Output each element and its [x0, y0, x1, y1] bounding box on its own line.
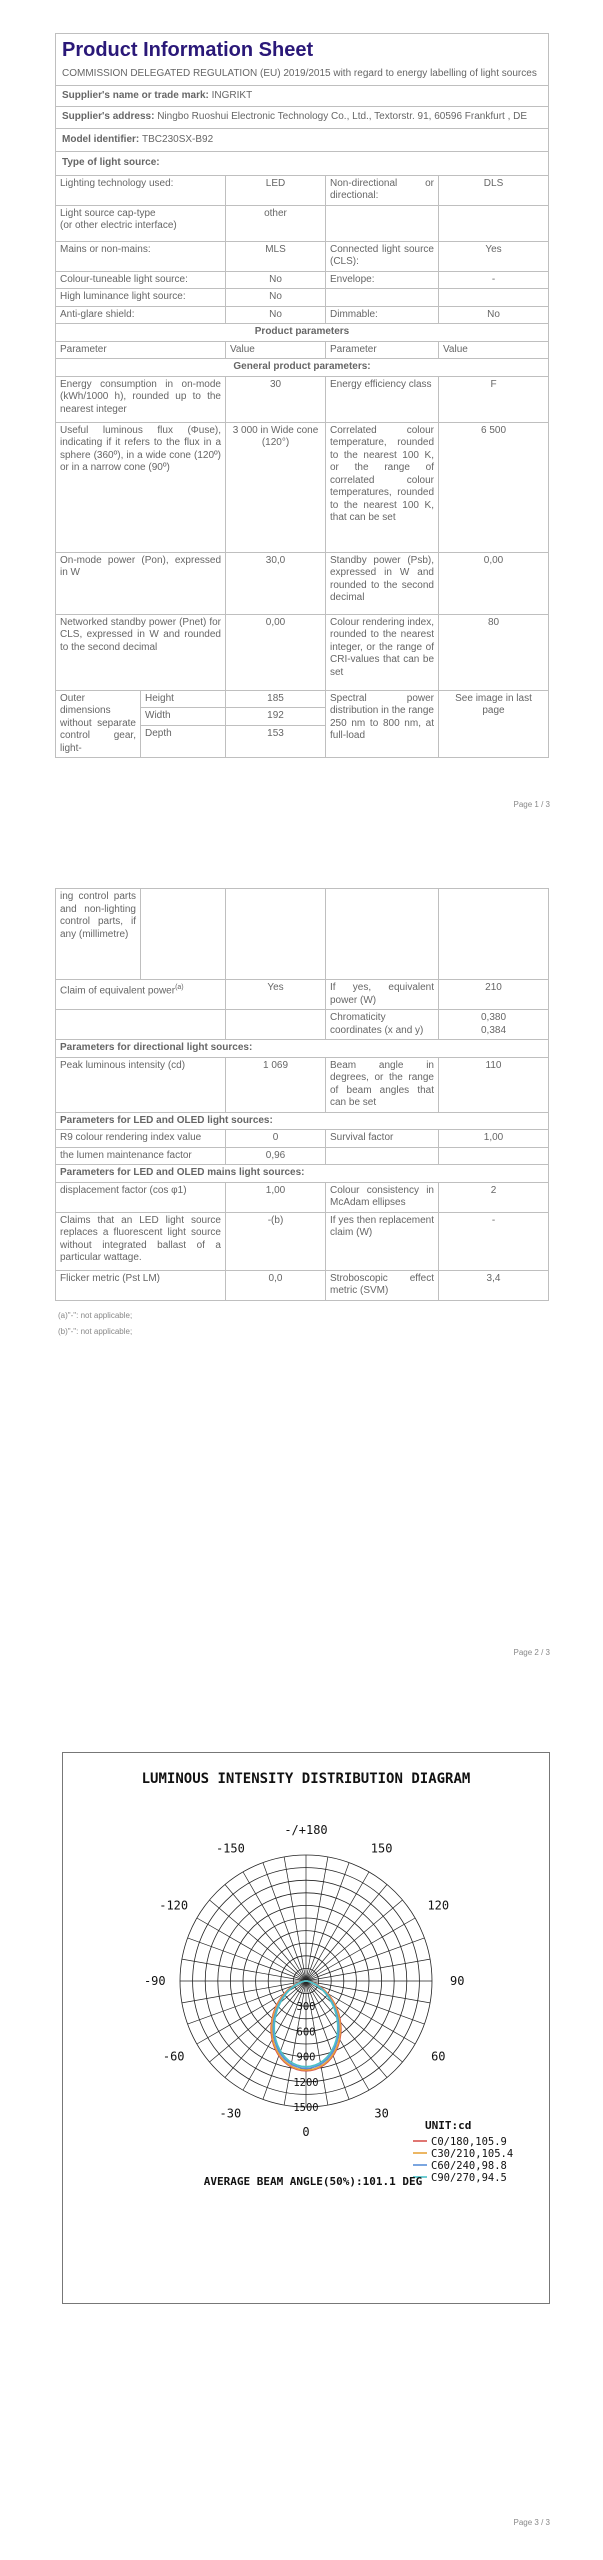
param-label: Useful luminous flux (Φuse), indicating if it refers to the flux in a sphere (360º), in a wide cone (120º) or in a narrow cone (90º)	[56, 422, 226, 552]
supplier-name-label: Supplier's name or trade mark:	[62, 89, 209, 101]
type-label: High luminance light source:	[56, 289, 226, 307]
angle-label: -60	[162, 2049, 185, 2064]
type-label: Colour-tuneable light source:	[56, 271, 226, 289]
angle-label: 30	[374, 2106, 389, 2121]
legend-label: C0/180,105.9	[431, 2136, 507, 2148]
chromaticity-value: 0,380 0,384	[439, 1010, 549, 1040]
page-number: Page 1 / 3	[513, 800, 550, 809]
type-value: DLS	[439, 175, 549, 205]
type-label: Non-directional or directional:	[326, 175, 439, 205]
radial-label: 1500	[293, 2102, 319, 2114]
type-value: Yes	[439, 241, 549, 271]
param-label: Energy consumption in on-mode (kWh/1000 h), rounded up to the nearest integer	[56, 376, 226, 422]
chromaticity-label: Chromaticity coordinates (x and y)	[326, 1010, 439, 1040]
angle-label: -150	[215, 1841, 245, 1856]
angle-label: 150	[370, 1841, 393, 1856]
type-value: No	[226, 271, 326, 289]
directional-heading: Parameters for directional light sources:	[56, 1040, 549, 1058]
replacement-claim-value: -(b)	[226, 1212, 326, 1270]
equivalent-power-claim-value: Yes	[226, 980, 326, 1010]
angle-label: -/+180	[284, 1822, 328, 1837]
type-label: Dimmable:	[326, 306, 439, 324]
regulation-subtitle: COMMISSION DELEGATED REGULATION (EU) 2019/2015 with regard to energy labelling of light sources	[62, 68, 537, 79]
type-value: LED	[226, 175, 326, 205]
column-header: Parameter	[326, 341, 439, 359]
product-parameters-heading: Product parameters	[56, 324, 549, 342]
type-label: Lighting technology used:	[56, 175, 226, 205]
radial-label: 600	[296, 2026, 316, 2039]
param-value: 0,00	[226, 614, 326, 690]
param-label: Colour rendering index, rounded to the nearest integer, or the range of CRI-values that can be set	[326, 614, 439, 690]
stroboscopic-label: Stroboscopic effect metric (SVM)	[326, 1270, 439, 1300]
product-information-table-continued	[55, 888, 549, 1301]
supplier-name-row	[56, 85, 549, 107]
footnote-b: (b)"-": not applicable;	[58, 1327, 133, 1336]
page-number: Page 2 / 3	[513, 1648, 550, 1657]
supplier-name: INGRIKT	[211, 89, 253, 101]
diagram-title: LUMINOUS INTENSITY DISTRIBUTION DIAGRAM	[141, 1771, 471, 1787]
type-value: No	[226, 289, 326, 307]
page-1	[0, 0, 603, 820]
flicker-label: Flicker metric (Pst LM)	[56, 1270, 226, 1300]
general-parameters-heading: General product parameters:	[56, 359, 549, 377]
param-value: 0,00	[439, 552, 549, 614]
column-header: Value	[439, 341, 549, 359]
spectral-value: See image in last page	[439, 690, 549, 758]
led-heading: Parameters for LED and OLED light sources:	[56, 1112, 549, 1130]
led-mains-heading: Parameters for LED and OLED mains light sources:	[56, 1165, 549, 1183]
type-value	[439, 205, 549, 241]
model-row	[56, 128, 549, 152]
spectral-label: Spectral power distribution in the range 250 nm to 800 nm, at full-load	[326, 690, 439, 758]
param-value: 3 000 in Wide cone (120°)	[226, 422, 326, 552]
equivalent-power-label: If yes, equivalent power (W)	[326, 980, 439, 1010]
param-label: Standby power (Psb), expressed in W and rounded to the second decimal	[326, 552, 439, 614]
outer-dimensions-label-continued: ing control parts and non-lighting control parts, if any (millimetre)	[56, 889, 141, 979]
angle-label: -90	[143, 1974, 166, 1988]
stroboscopic-value: 3,4	[439, 1270, 549, 1300]
param-label: Networked standby power (Pnet) for CLS, expressed in W and rounded to the second decimal	[56, 614, 226, 690]
polar-diagram-svg	[63, 1753, 549, 2303]
type-label	[326, 289, 439, 307]
page-number: Page 3 / 3	[513, 2518, 550, 2527]
displacement-factor-value: 1,00	[226, 1182, 326, 1212]
type-label: Envelope:	[326, 271, 439, 289]
supplier-address: Ningbo Ruoshui Electronic Technology Co., Ltd., Textorstr. 91, 60596 Frankfurt , DE	[157, 111, 528, 122]
dimension-name: Height	[141, 691, 225, 709]
equivalent-power-claim-label: Claim of equivalent power$^{(a)}$	[56, 980, 226, 1010]
type-label: Anti-glare shield:	[56, 306, 226, 324]
page-3	[0, 1700, 603, 2560]
type-value: No	[226, 306, 326, 324]
column-header: Parameter	[56, 341, 226, 359]
column-header: Value	[226, 341, 326, 359]
param-label: Correlated colour temperature, rounded to the nearest 100 K, or the range of correlated colour temperatures, rounded to the nearest 100 K, that can be set	[326, 422, 439, 552]
legend	[413, 2136, 513, 2184]
r9-label: R9 colour rendering index value	[56, 1130, 226, 1148]
radial-label: 1200	[293, 2076, 319, 2089]
angle-label: 90	[449, 1974, 465, 1988]
dimension-name: Width	[141, 708, 225, 726]
survival-factor-value: 1,00	[439, 1130, 549, 1148]
r9-value: 0	[226, 1130, 326, 1148]
dimension-value: 185	[226, 691, 325, 709]
model-identifier: TBC230SX-B92	[142, 133, 214, 145]
supplier-address-label: Supplier's address:	[62, 111, 155, 122]
displacement-factor-label: displacement factor (cos φ1)	[56, 1182, 226, 1212]
angle-label: -30	[219, 2106, 242, 2121]
angle-label: 0	[302, 2125, 310, 2140]
param-label: Energy efficiency class	[326, 376, 439, 422]
type-value: MLS	[226, 241, 326, 271]
lumen-maintenance-value: 0,96	[226, 1147, 326, 1165]
equivalent-power-value: 210	[439, 980, 549, 1010]
supplier-address-row	[56, 107, 549, 129]
type-label: Light source cap-type (or other electric interface)	[56, 205, 226, 241]
product-information-table	[55, 33, 549, 758]
average-beam-angle: AVERAGE BEAM ANGLE(50%):101.1 DEG	[203, 2175, 423, 2188]
param-value: 30	[226, 376, 326, 422]
luminous-intensity-diagram	[62, 1752, 550, 2304]
dimension-name: Depth	[145, 727, 172, 739]
radial-label: 900	[296, 2051, 316, 2064]
lumen-maintenance-label: the lumen maintenance factor	[56, 1147, 226, 1165]
replacement-claim-label: Claims that an LED light source replaces a fluorescent light source without integrated ballast of a particular wattage.	[56, 1212, 226, 1270]
outer-dimensions-label: Outer dimensions without separate control gear, light-	[56, 691, 141, 758]
type-label: Mains or non-mains:	[56, 241, 226, 271]
type-value	[439, 289, 549, 307]
mcadam-value: 2	[439, 1182, 549, 1212]
param-value: F	[439, 376, 549, 422]
angle-label: -120	[159, 1898, 189, 1913]
peak-intensity-value: 1 069	[226, 1057, 326, 1112]
footnote-a: (a)"-": not applicable;	[58, 1311, 133, 1320]
page-2	[0, 828, 603, 1678]
unit-label: UNIT:cd	[425, 2119, 472, 2132]
type-heading: Type of light source:	[56, 152, 549, 176]
param-value: 30,0	[226, 552, 326, 614]
peak-intensity-label: Peak luminous intensity (cd)	[56, 1057, 226, 1112]
type-label	[326, 205, 439, 241]
sheet-title: Product Information Sheet	[62, 39, 314, 61]
dimension-value: 153	[267, 727, 284, 739]
legend-label: C60/240,98.8	[431, 2160, 507, 2172]
legend-label: C30/210,105.4	[431, 2148, 514, 2160]
param-value: 80	[439, 614, 549, 690]
dimension-value: 192	[226, 708, 325, 726]
type-label: Connected light source (CLS):	[326, 241, 439, 271]
param-value: 6 500	[439, 422, 549, 552]
model-label: Model identifier:	[62, 133, 140, 145]
replacement-wattage-value: -	[439, 1212, 549, 1270]
type-value: No	[439, 306, 549, 324]
mcadam-label: Colour consistency in McAdam ellipses	[326, 1182, 439, 1212]
flicker-value: 0,0	[226, 1270, 326, 1300]
replacement-wattage-label: If yes then replacement claim (W)	[326, 1212, 439, 1270]
beam-angle-label: Beam angle in degrees, or the range of beam angles that can be set	[326, 1057, 439, 1112]
beam-angle-value: 110	[439, 1057, 549, 1112]
angle-label: 120	[427, 1898, 450, 1913]
type-value: other	[226, 205, 326, 241]
radial-label: 300	[296, 2001, 316, 2014]
type-value: -	[439, 271, 549, 289]
survival-factor-label: Survival factor	[326, 1130, 439, 1148]
param-label: On-mode power (Pon), expressed in W	[56, 552, 226, 614]
angle-label: 60	[431, 2049, 446, 2064]
legend-label: C90/270,94.5	[431, 2172, 507, 2184]
